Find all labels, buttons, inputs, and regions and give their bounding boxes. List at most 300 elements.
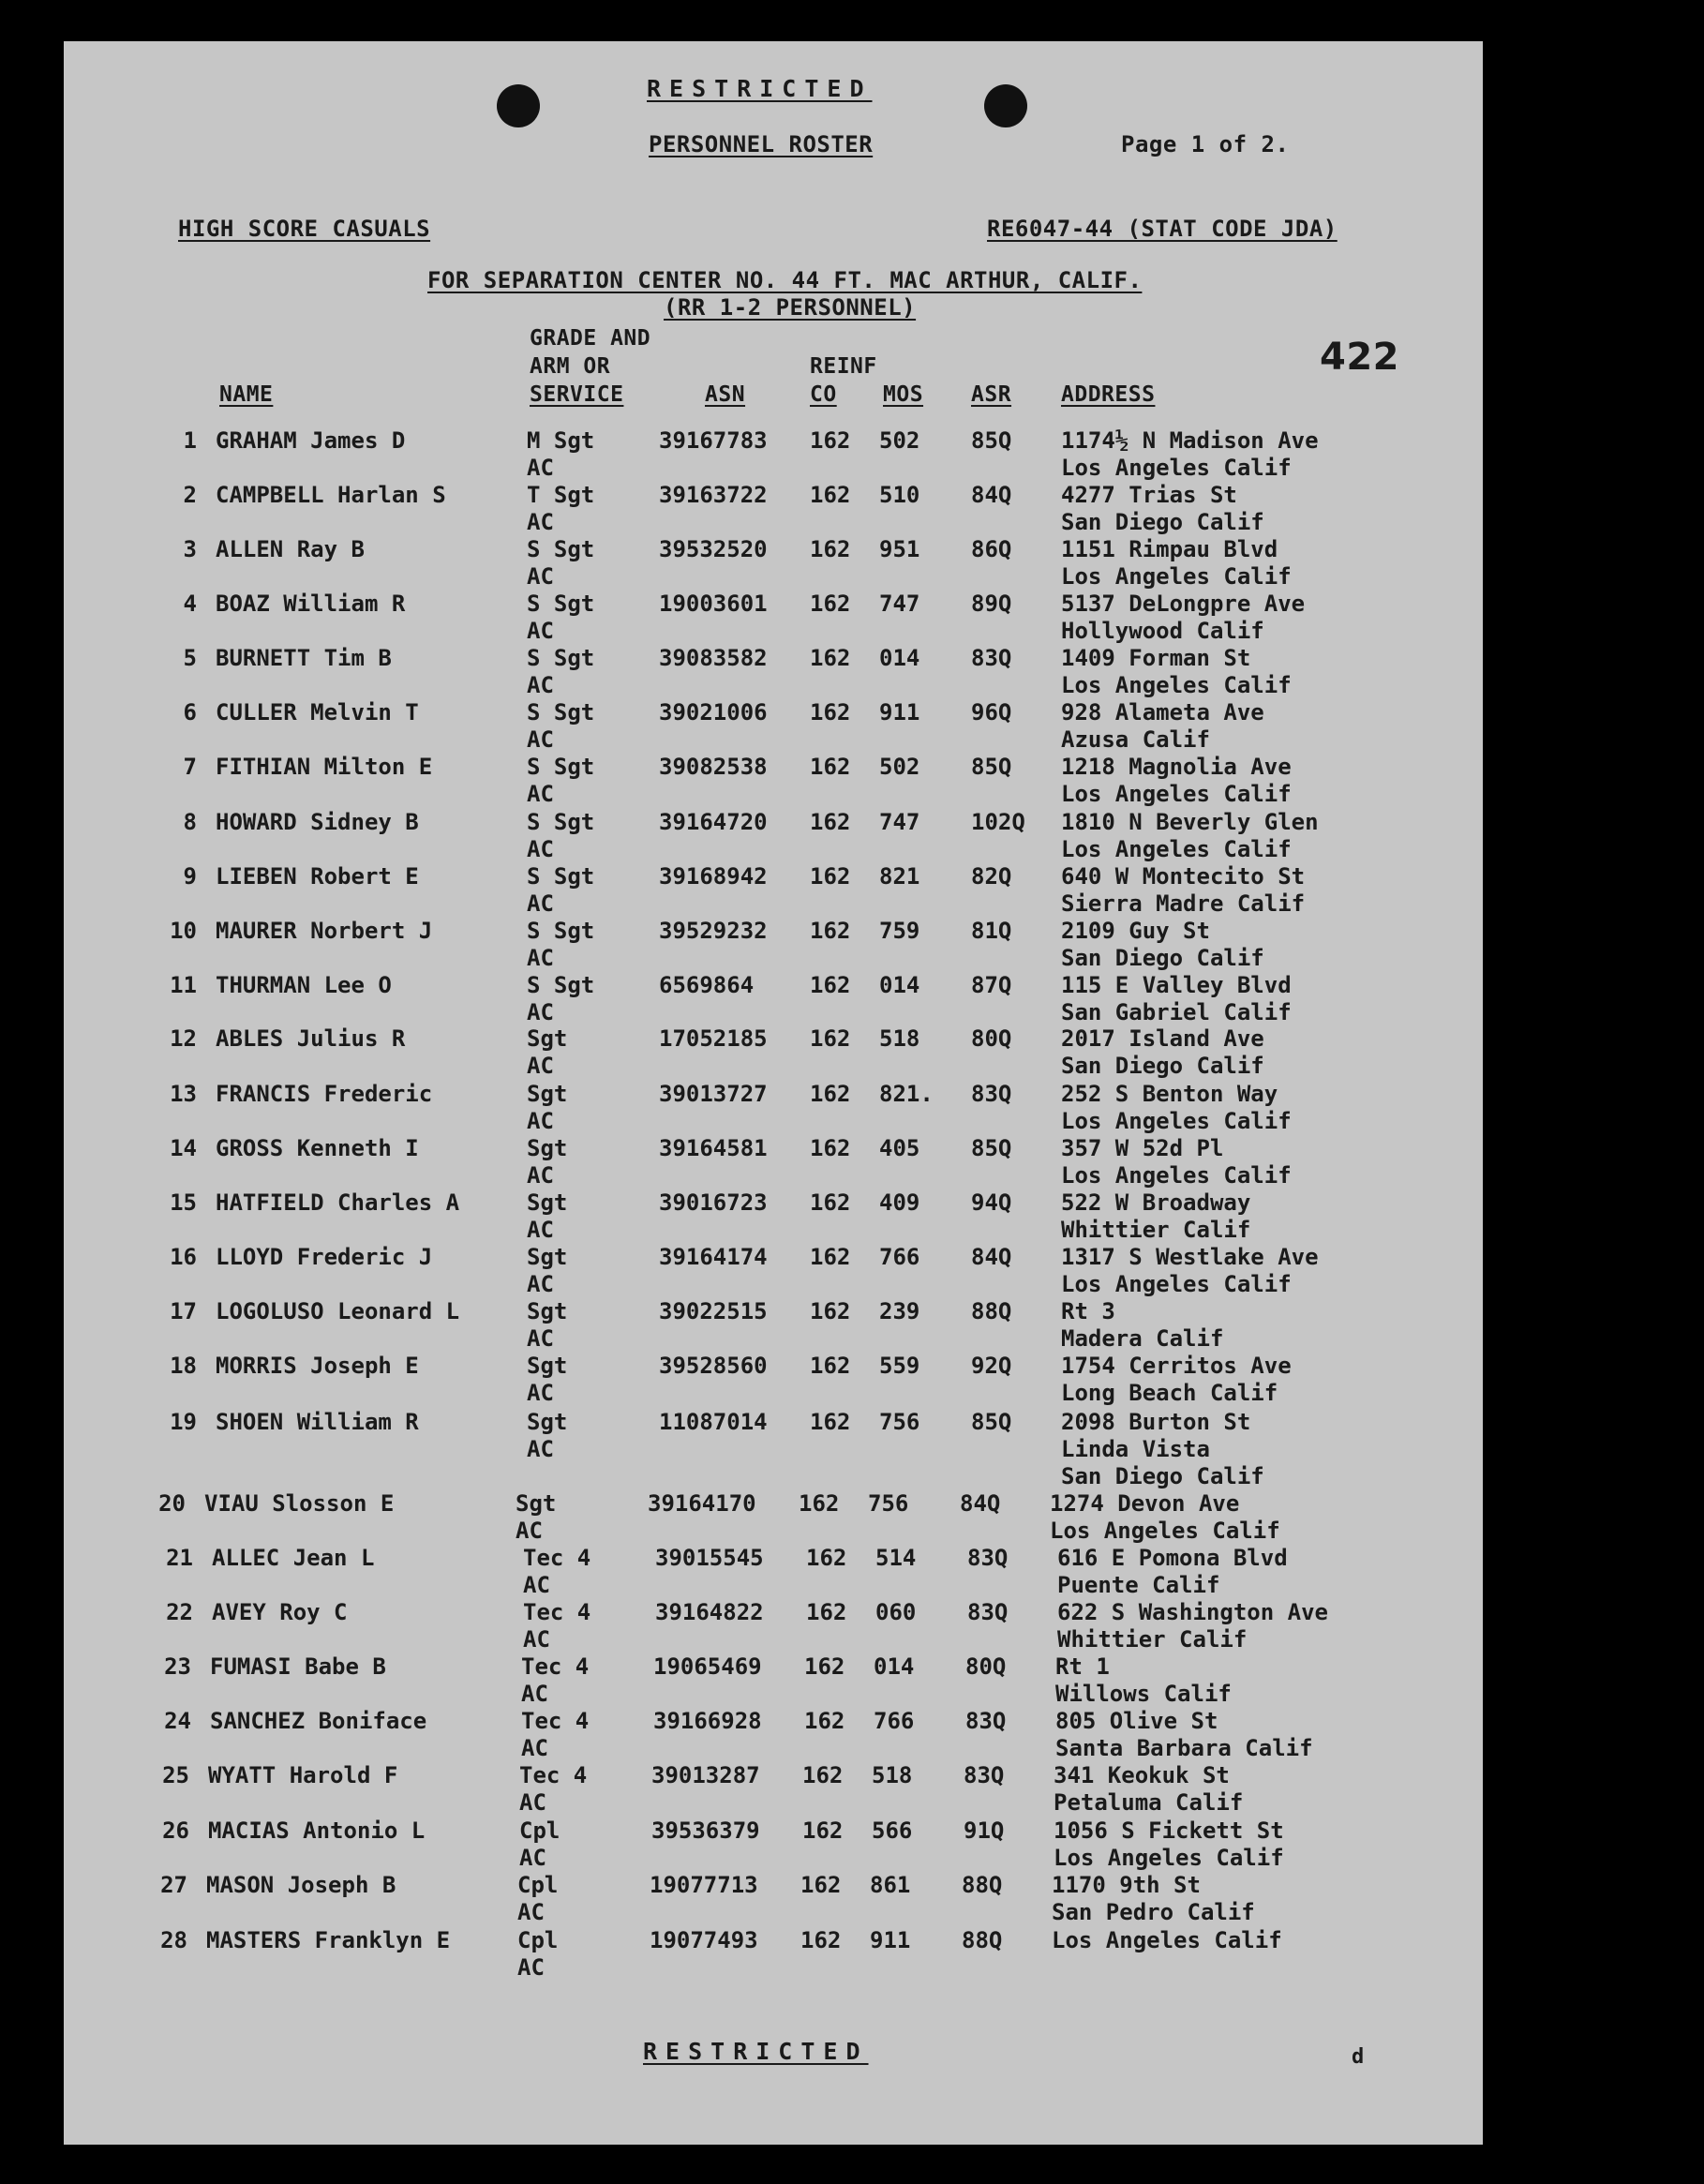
row-grade: S Sgt xyxy=(527,536,595,562)
row-address-line: Los Angeles Calif xyxy=(1050,1518,1280,1544)
row-address xyxy=(1061,1135,1292,1189)
table-row xyxy=(58,1708,1477,1762)
row-arm: AC xyxy=(527,618,554,644)
row-reinf-co: 162 xyxy=(810,482,851,508)
table-row xyxy=(64,536,1483,591)
row-address-line: Los Angeles Calif xyxy=(1061,1162,1292,1189)
row-asr: 91Q xyxy=(964,1818,1005,1844)
row-asn: 39013287 xyxy=(651,1762,760,1788)
row-reinf-co: 162 xyxy=(810,1081,851,1107)
row-number: 19 xyxy=(170,1409,197,1435)
row-asn: 39529232 xyxy=(659,918,768,944)
row-address xyxy=(1061,863,1305,918)
table-row xyxy=(64,699,1483,754)
row-name: ABLES Julius R xyxy=(216,1025,406,1052)
row-number: 17 xyxy=(170,1298,197,1324)
row-name: SHOEN William R xyxy=(216,1409,419,1435)
row-asn: 39015545 xyxy=(655,1545,764,1571)
row-reinf-co: 162 xyxy=(810,754,851,780)
table-row xyxy=(64,1298,1483,1353)
row-reinf-co: 162 xyxy=(810,1298,851,1324)
row-arm: AC xyxy=(527,1436,554,1462)
row-asn: 39083582 xyxy=(659,645,768,671)
row-grade: S Sgt xyxy=(527,809,595,835)
row-mos: 766 xyxy=(874,1708,915,1734)
row-address xyxy=(1061,754,1292,808)
row-number: 9 xyxy=(183,863,197,890)
row-name: SANCHEZ Boniface xyxy=(210,1708,427,1734)
row-asr: 84Q xyxy=(971,1244,1012,1270)
row-asn: 6569864 xyxy=(659,972,755,998)
table-row xyxy=(64,1409,1483,1489)
row-asn: 39013727 xyxy=(659,1081,768,1107)
row-asn: 39166928 xyxy=(653,1708,762,1734)
row-grade: Tec 4 xyxy=(519,1762,588,1788)
row-asn: 39164720 xyxy=(659,809,768,835)
row-address xyxy=(1061,972,1292,1026)
row-address xyxy=(1050,1490,1280,1545)
table-row xyxy=(64,972,1483,1026)
row-address-line: Sierra Madre Calif xyxy=(1061,890,1306,917)
row-name: CAMPBELL Harlan S xyxy=(216,482,446,508)
row-arm: AC xyxy=(516,1518,543,1544)
row-number: 23 xyxy=(164,1653,191,1680)
row-address-line: 1274 Devon Ave xyxy=(1050,1490,1240,1517)
row-grade: S Sgt xyxy=(527,918,595,944)
row-address-line: 522 W Broadway xyxy=(1061,1189,1251,1216)
row-asn: 39164174 xyxy=(659,1244,768,1270)
row-reinf-co: 162 xyxy=(810,427,851,454)
row-address-line: San Pedro Calif xyxy=(1052,1899,1255,1925)
table-row xyxy=(64,645,1483,699)
row-address xyxy=(1055,1708,1313,1762)
row-number: 26 xyxy=(162,1818,189,1844)
row-address-line: 357 W 52d Pl xyxy=(1061,1135,1224,1161)
table-row xyxy=(64,918,1483,972)
name-header: NAME xyxy=(219,382,274,407)
row-grade: Sgt xyxy=(527,1081,568,1107)
row-mos: 747 xyxy=(879,591,920,617)
row-address-line: Azusa Calif xyxy=(1061,726,1210,753)
row-address xyxy=(1061,591,1305,645)
row-arm: AC xyxy=(527,1271,554,1297)
row-mos: 759 xyxy=(879,918,920,944)
row-asn: 39163722 xyxy=(659,482,768,508)
row-number: 1 xyxy=(183,427,197,454)
left-heading: HIGH SCORE CASUALS xyxy=(178,216,431,242)
row-name: BOAZ William R xyxy=(216,591,406,617)
row-name: ALLEN Ray B xyxy=(216,536,365,562)
row-arm: AC xyxy=(527,1108,554,1134)
row-arm: AC xyxy=(527,1380,554,1406)
row-address-line: 252 S Benton Way xyxy=(1061,1081,1278,1107)
row-grade: Sgt xyxy=(516,1490,557,1517)
row-address-line: Long Beach Calif xyxy=(1061,1380,1278,1406)
separation-center-line: FOR SEPARATION CENTER NO. 44 FT. MAC ARTHUR, CALIF. xyxy=(427,267,1143,293)
address-header: ADDRESS xyxy=(1061,382,1156,407)
row-address xyxy=(1057,1599,1328,1653)
row-asr: 83Q xyxy=(964,1762,1005,1788)
row-address-line: 341 Keokuk St xyxy=(1054,1762,1230,1788)
row-asr: 102Q xyxy=(971,809,1025,835)
row-arm: AC xyxy=(527,1162,554,1189)
row-asr: 80Q xyxy=(965,1653,1007,1680)
row-number: 2 xyxy=(183,482,197,508)
row-address-line: Willows Calif xyxy=(1055,1681,1232,1707)
row-grade: Tec 4 xyxy=(521,1708,590,1734)
personnel-line: (RR 1-2 PERSONNEL) xyxy=(664,294,917,321)
row-address-line: 1409 Forman St xyxy=(1061,645,1251,671)
row-address xyxy=(1061,1298,1223,1353)
row-reinf-co: 162 xyxy=(810,536,851,562)
row-name: HATFIELD Charles A xyxy=(216,1189,460,1216)
row-asn: 39528560 xyxy=(659,1353,768,1379)
row-reinf-co: 162 xyxy=(800,1927,842,1953)
row-arm: AC xyxy=(527,836,554,862)
row-asn: 39164822 xyxy=(655,1599,764,1625)
row-address xyxy=(1061,645,1292,699)
row-asn: 39532520 xyxy=(659,536,768,562)
row-address-line: Los Angeles Calif xyxy=(1061,836,1292,862)
row-grade: Cpl xyxy=(517,1872,559,1898)
row-grade: S Sgt xyxy=(527,863,595,890)
row-mos: 756 xyxy=(868,1490,909,1517)
row-reinf-co: 162 xyxy=(810,1353,851,1379)
row-asr: 84Q xyxy=(971,482,1012,508)
row-asr: 83Q xyxy=(967,1545,1009,1571)
table-row xyxy=(56,1762,1475,1817)
row-address-line: 1170 9th St xyxy=(1052,1872,1201,1898)
row-asn: 39022515 xyxy=(659,1298,768,1324)
row-arm: AC xyxy=(521,1681,548,1707)
row-grade: Tec 4 xyxy=(523,1545,591,1571)
row-arm: AC xyxy=(519,1845,546,1871)
row-grade: M Sgt xyxy=(527,427,595,454)
row-mos: 409 xyxy=(879,1189,920,1216)
row-address xyxy=(1052,1927,1282,1954)
row-grade: Cpl xyxy=(519,1818,561,1844)
table-row xyxy=(64,1189,1483,1244)
row-arm: AC xyxy=(527,726,554,753)
row-number: 3 xyxy=(183,536,197,562)
row-address-line: 2109 Guy St xyxy=(1061,918,1210,944)
row-address-line: Hollywood Calif xyxy=(1061,618,1264,644)
row-asn: 39167783 xyxy=(659,427,768,454)
row-mos: 514 xyxy=(875,1545,917,1571)
row-asr: 85Q xyxy=(971,427,1012,454)
row-asn: 17052185 xyxy=(659,1025,768,1052)
row-asn: 19077493 xyxy=(650,1927,758,1953)
row-name: MASON Joseph B xyxy=(206,1872,396,1898)
table-row xyxy=(60,1599,1479,1653)
row-number: 25 xyxy=(162,1762,189,1788)
row-asn: 19065469 xyxy=(653,1653,762,1680)
table-row xyxy=(64,591,1483,645)
row-address xyxy=(1061,1189,1250,1244)
table-row xyxy=(58,1653,1477,1708)
row-number: 7 xyxy=(183,754,197,780)
row-address-line: Los Angeles Calif xyxy=(1061,1271,1292,1297)
row-name: FUMASI Babe B xyxy=(210,1653,386,1680)
asr-header: ASR xyxy=(971,382,1012,407)
table-row xyxy=(64,1081,1483,1135)
row-mos: 911 xyxy=(879,699,920,726)
corner-mark: d xyxy=(1352,2045,1365,2069)
row-address-line: 928 Alameta Ave xyxy=(1061,699,1264,726)
row-asr: 84Q xyxy=(960,1490,1001,1517)
row-address-line: Los Angeles Calif xyxy=(1054,1845,1284,1871)
row-name: MASTERS Franklyn E xyxy=(206,1927,451,1953)
row-address xyxy=(1061,1081,1292,1135)
row-address-line: 1317 S Westlake Ave xyxy=(1061,1244,1319,1270)
row-mos: 502 xyxy=(879,427,920,454)
asn-header: ASN xyxy=(705,382,746,407)
row-asr: 87Q xyxy=(971,972,1012,998)
row-reinf-co: 162 xyxy=(802,1762,844,1788)
row-address-line: San Diego Calif xyxy=(1061,1053,1264,1079)
row-arm: AC xyxy=(527,1053,554,1079)
row-asr: 81Q xyxy=(971,918,1012,944)
row-grade: Sgt xyxy=(527,1025,568,1052)
table-row xyxy=(64,754,1483,808)
row-arm: AC xyxy=(517,1954,545,1981)
row-address-line: 1810 N Beverly Glen xyxy=(1061,809,1319,835)
roster-page xyxy=(64,41,1483,2145)
row-arm: AC xyxy=(527,945,554,971)
table-row xyxy=(64,863,1483,918)
row-name: GRAHAM James D xyxy=(216,427,406,454)
row-grade: Sgt xyxy=(527,1189,568,1216)
row-address-line: 1174½ N Madison Ave xyxy=(1061,427,1319,454)
grade-header-line-2: ARM OR xyxy=(530,354,611,379)
row-mos: 747 xyxy=(879,809,920,835)
top-restricted-banner: RESTRICTED xyxy=(647,75,873,102)
row-address-line: 1218 Magnolia Ave xyxy=(1061,754,1292,780)
row-name: AVEY Roy C xyxy=(212,1599,348,1625)
row-address xyxy=(1061,427,1319,482)
row-mos: 014 xyxy=(879,645,920,671)
row-address-line: Los Angeles Calif xyxy=(1061,672,1292,698)
row-mos: 951 xyxy=(879,536,920,562)
row-name: HOWARD Sidney B xyxy=(216,809,419,835)
row-number: 24 xyxy=(164,1708,191,1734)
row-number: 18 xyxy=(170,1353,197,1379)
row-name: FITHIAN Milton E xyxy=(216,754,433,780)
row-grade: S Sgt xyxy=(527,699,595,726)
row-asn: 39082538 xyxy=(659,754,768,780)
row-name: ALLEC Jean L xyxy=(212,1545,375,1571)
row-number: 13 xyxy=(170,1081,197,1107)
row-address-line: Linda Vista xyxy=(1061,1436,1210,1462)
row-reinf-co: 162 xyxy=(810,699,851,726)
row-name: LLOYD Frederic J xyxy=(216,1244,433,1270)
row-grade: S Sgt xyxy=(527,645,595,671)
row-reinf-co: 162 xyxy=(799,1490,840,1517)
row-address-line: San Diego Calif xyxy=(1061,1463,1264,1489)
row-address xyxy=(1061,918,1264,972)
row-reinf-co: 162 xyxy=(810,809,851,835)
row-address-line: San Diego Calif xyxy=(1061,945,1264,971)
row-number: 11 xyxy=(170,972,197,998)
row-address-line: 1754 Cerritos Ave xyxy=(1061,1353,1292,1379)
row-asr: 88Q xyxy=(962,1927,1003,1953)
row-number: 4 xyxy=(183,591,197,617)
row-address xyxy=(1061,482,1264,536)
row-address xyxy=(1061,1409,1264,1490)
reinf-header-line-1: REINF xyxy=(810,354,877,379)
row-mos: 502 xyxy=(879,754,920,780)
row-reinf-co: 162 xyxy=(806,1545,847,1571)
row-asr: 92Q xyxy=(971,1353,1012,1379)
row-asr: 85Q xyxy=(971,1135,1012,1161)
row-address-line: 2098 Burton St xyxy=(1061,1409,1251,1435)
row-number: 27 xyxy=(160,1872,187,1898)
row-name: MORRIS Joseph E xyxy=(216,1353,419,1379)
row-arm: AC xyxy=(523,1572,550,1598)
row-arm: AC xyxy=(527,455,554,481)
row-mos: 821 xyxy=(879,863,920,890)
row-grade: Sgt xyxy=(527,1298,568,1324)
row-asn: 19077713 xyxy=(650,1872,758,1898)
row-address xyxy=(1061,536,1292,591)
punch-hole-right-icon xyxy=(984,84,1027,127)
row-asr: 85Q xyxy=(971,754,1012,780)
row-mos: 239 xyxy=(879,1298,920,1324)
row-arm: AC xyxy=(527,890,554,917)
table-row xyxy=(56,1818,1475,1872)
row-number: 10 xyxy=(170,918,197,944)
row-asn: 39016723 xyxy=(659,1189,768,1216)
row-reinf-co: 162 xyxy=(810,972,851,998)
row-name: MAURER Norbert J xyxy=(216,918,433,944)
row-reinf-co: 162 xyxy=(806,1599,847,1625)
row-mos: 014 xyxy=(879,972,920,998)
row-address-line: Whittier Calif xyxy=(1061,1217,1251,1243)
row-arm: AC xyxy=(517,1899,545,1925)
row-number: 14 xyxy=(170,1135,197,1161)
row-reinf-co: 162 xyxy=(810,645,851,671)
row-address-line: 2017 Island Ave xyxy=(1061,1025,1264,1052)
row-mos: 821. xyxy=(879,1081,934,1107)
row-mos: 060 xyxy=(875,1599,917,1625)
row-address-line: Whittier Calif xyxy=(1057,1626,1248,1653)
row-name: BURNETT Tim B xyxy=(216,645,392,671)
row-reinf-co: 162 xyxy=(802,1818,844,1844)
row-mos: 911 xyxy=(870,1927,911,1953)
row-address-line: Los Angeles Calif xyxy=(1061,781,1292,807)
row-asr: 83Q xyxy=(971,645,1012,671)
row-mos: 014 xyxy=(874,1653,915,1680)
reinf-header xyxy=(810,352,877,409)
row-grade: Sgt xyxy=(527,1409,568,1435)
row-arm: AC xyxy=(527,509,554,535)
row-grade: Sgt xyxy=(527,1244,568,1270)
row-number: 16 xyxy=(170,1244,197,1270)
row-address xyxy=(1057,1545,1288,1599)
row-address-line: San Diego Calif xyxy=(1061,509,1264,535)
row-address-line: 1056 S Fickett St xyxy=(1054,1818,1284,1844)
row-asr: 85Q xyxy=(971,1409,1012,1435)
row-reinf-co: 162 xyxy=(810,1409,851,1435)
row-address-line: Los Angeles Calif xyxy=(1061,455,1292,481)
stamp-number: 422 xyxy=(1320,336,1399,379)
row-asn: 39536379 xyxy=(651,1818,760,1844)
row-address-line: Petaluma Calif xyxy=(1054,1789,1244,1816)
row-arm: AC xyxy=(521,1735,548,1761)
row-address-line: Los Angeles Calif xyxy=(1052,1927,1282,1953)
row-mos: 756 xyxy=(879,1409,920,1435)
row-asr: 83Q xyxy=(965,1708,1007,1734)
row-address-line: Madera Calif xyxy=(1061,1325,1224,1352)
row-reinf-co: 162 xyxy=(810,1025,851,1052)
row-name: WYATT Harold F xyxy=(208,1762,398,1788)
table-row xyxy=(64,1353,1483,1407)
row-grade: Tec 4 xyxy=(521,1653,590,1680)
row-address xyxy=(1054,1818,1284,1872)
row-number: 21 xyxy=(166,1545,193,1571)
row-number: 12 xyxy=(170,1025,197,1052)
row-address xyxy=(1054,1762,1243,1817)
row-asr: 96Q xyxy=(971,699,1012,726)
row-mos: 518 xyxy=(872,1762,913,1788)
row-arm: AC xyxy=(527,672,554,698)
row-address xyxy=(1052,1872,1255,1926)
reinf-header-line-2: CO xyxy=(810,382,837,407)
row-grade: Sgt xyxy=(527,1135,568,1161)
row-reinf-co: 162 xyxy=(810,1244,851,1270)
row-address xyxy=(1061,809,1319,863)
table-row xyxy=(64,1135,1483,1189)
row-reinf-co: 162 xyxy=(800,1872,842,1898)
row-number: 5 xyxy=(183,645,197,671)
row-number: 28 xyxy=(160,1927,187,1953)
row-arm: AC xyxy=(527,999,554,1025)
row-address xyxy=(1061,1025,1264,1080)
row-address-line: Los Angeles Calif xyxy=(1061,563,1292,590)
row-reinf-co: 162 xyxy=(804,1708,845,1734)
row-mos: 766 xyxy=(879,1244,920,1270)
row-asr: 82Q xyxy=(971,863,1012,890)
row-mos: 518 xyxy=(879,1025,920,1052)
row-mos: 559 xyxy=(879,1353,920,1379)
row-address-line: Rt 1 xyxy=(1055,1653,1110,1680)
row-asr: 94Q xyxy=(971,1189,1012,1216)
row-address xyxy=(1055,1653,1232,1708)
row-number: 20 xyxy=(158,1490,186,1517)
row-reinf-co: 162 xyxy=(810,1189,851,1216)
row-arm: AC xyxy=(523,1626,550,1653)
row-reinf-co: 162 xyxy=(810,863,851,890)
row-grade: S Sgt xyxy=(527,972,595,998)
row-address xyxy=(1061,1244,1319,1298)
row-arm: AC xyxy=(527,563,554,590)
row-arm: AC xyxy=(527,781,554,807)
row-asr: 89Q xyxy=(971,591,1012,617)
table-row xyxy=(64,809,1483,863)
row-address xyxy=(1061,699,1264,754)
row-reinf-co: 162 xyxy=(804,1653,845,1680)
table-row xyxy=(64,1025,1483,1080)
row-asr: 86Q xyxy=(971,536,1012,562)
table-row xyxy=(64,427,1483,482)
row-reinf-co: 162 xyxy=(810,918,851,944)
grade-header xyxy=(530,324,650,409)
row-asr: 83Q xyxy=(967,1599,1009,1625)
row-grade: Sgt xyxy=(527,1353,568,1379)
row-address-line: 1151 Rimpau Blvd xyxy=(1061,536,1278,562)
row-address-line: San Gabriel Calif xyxy=(1061,999,1292,1025)
row-name: GROSS Kenneth I xyxy=(216,1135,419,1161)
